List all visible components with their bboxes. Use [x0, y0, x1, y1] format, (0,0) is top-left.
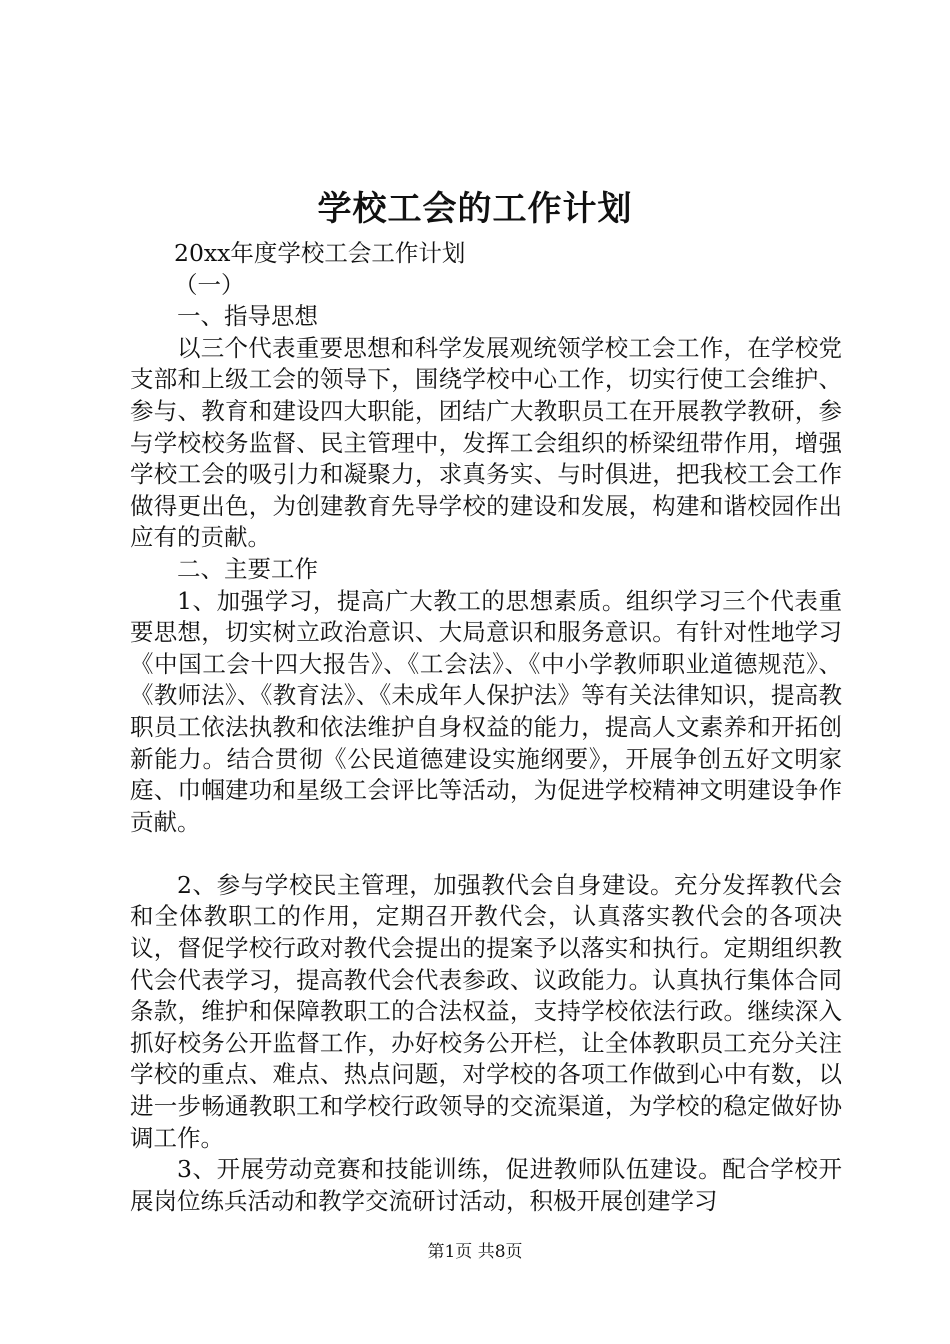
- document-title: 学校工会的工作计划: [317, 189, 633, 229]
- plan-subtitle: 20xx年度学校工会工作计划: [174, 239, 466, 267]
- document-body: [130, 238, 842, 1217]
- paragraph-study: 1、加强学习，提高广大教工的思想素质。组织学习三个代表重要思想，切实树立政治意识、大局意识和服务意识。有针对性地学习《中国工会十四大报告》、《工会法》、《中小学教师职业道德规范》、《教师法》、《教育法》、《未成年人保护法》等有关法律知识，提高教职员工依法执教和依法维护自身权益的能力，提高人文素养和开拓创新能力。结合贯彻《公民道德建设实施纲要》，开展争创五好文明家庭、巾帼建功和星级工会评比等活动，为促进学校精神文明建设争作贡献。: [130, 586, 842, 836]
- paragraph-guiding-ideology: 以三个代表重要思想和科学发展观统领学校工会工作，在学校党支部和上级工会的领导下，围绕学校中心工作，切实行使工会维护、参与、教育和建设四大职能，团结广大教职员工在开展教学教研，参与学校校务监督、民主管理中，发挥工会组织的桥梁纽带作用，增强学校工会的吸引力和凝聚力，求真务实、与时俱进，把我校工会工作做得更出色，为创建教育先导学校的建设和发展，构建和谐校园作出应有的贡献。: [130, 333, 842, 552]
- heading-main-work: 二、主要工作: [177, 554, 318, 583]
- section-number: （一）: [174, 270, 245, 299]
- paragraph-labor-competition: 3、开展劳动竞赛和技能训练，促进教师队伍建设。配合学校开展岗位练兵活动和教学交流研讨活动，积极开展创建学习: [130, 1155, 842, 1215]
- paragraph-democratic-management: 2、参与学校民主管理，加强教代会自身建设。充分发挥教代会和全体教职工的作用，定期召开教代会，认真落实教代会的各项决议，督促学校行政对教代会提出的提案予以落实和执行。定期组织教代会代表学习，提高教代会代表参政、议政能力。认真执行集体合同条款，维护和保障教职工的合法权益，支持学校依法行政。继续深入抓好校务公开监督工作，办好校务公开栏，让全体教职员工充分关注学校的重点、难点、热点问题，对学校的各项工作做到心中有数，以进一步畅通教职工和学校行政领导的交流渠道，为学校的稳定做好协调工作。: [130, 870, 842, 1152]
- page-footer: 第1页 共8页: [427, 1242, 523, 1262]
- heading-guiding-ideology: 一、指导思想: [177, 302, 318, 331]
